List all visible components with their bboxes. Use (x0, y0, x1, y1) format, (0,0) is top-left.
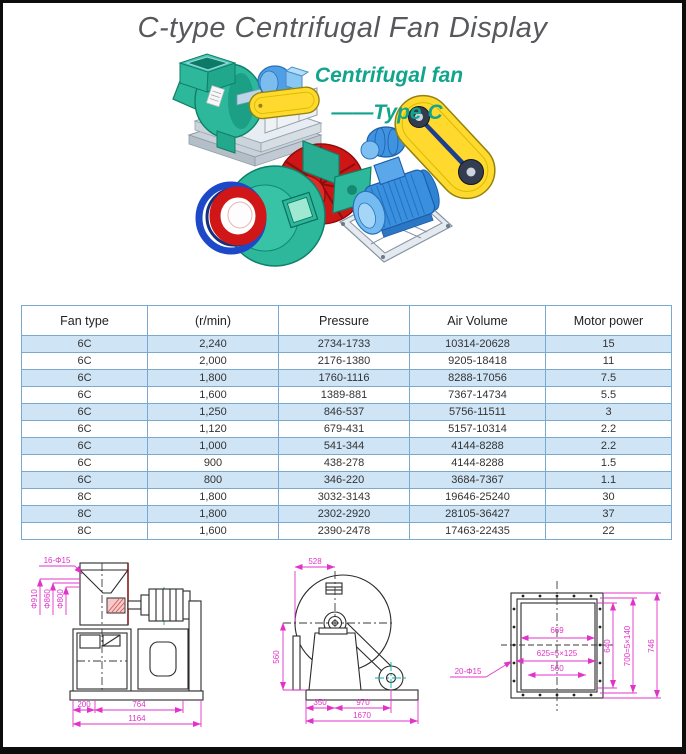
dim-label-764: 764 (132, 700, 146, 709)
table-cell: 5.5 (546, 387, 672, 404)
hatched-part (107, 598, 125, 613)
dim-label-bolts: 20-Φ15 (454, 667, 482, 676)
table-cell: 6C (22, 472, 148, 489)
dim-label-dia-inner: Φ800 (56, 589, 65, 609)
table-cell: 2302-2920 (279, 506, 410, 523)
dim-label-1670: 1670 (353, 711, 371, 720)
table-cell: 6C (22, 387, 148, 404)
table-cell: 5756-11511 (410, 404, 546, 421)
table-cell: 6C (22, 438, 148, 455)
table-cell: 438-278 (279, 455, 410, 472)
dim-label-200: 200 (77, 700, 91, 709)
table-cell: 10314-20628 (410, 336, 546, 353)
table-cell: 37 (546, 506, 672, 523)
table-cell: 679-431 (279, 421, 410, 438)
table-cell: 2176-1380 (279, 353, 410, 370)
table-header-row (22, 306, 672, 336)
dim-label-970: 970 (356, 698, 370, 707)
dim-label-640: 640 (603, 639, 612, 653)
table-cell: 6C (22, 404, 148, 421)
fan-spec-table (21, 305, 672, 540)
middle-drawing-part (283, 571, 418, 700)
dim-label-bolts: 16-Φ15 (43, 556, 71, 565)
table-row (22, 421, 672, 438)
dim-label-560: 560 (550, 664, 564, 673)
left-drawing-part (70, 563, 203, 700)
dim-label-746: 746 (647, 639, 656, 653)
table-row (22, 387, 672, 404)
table-cell: 1389-881 (279, 387, 410, 404)
table-cell: 1.1 (546, 472, 672, 489)
dim-label-350: 350 (313, 698, 327, 707)
table-cell: 1760-1116 (279, 370, 410, 387)
table-row (22, 404, 672, 421)
table-cell: 2,240 (148, 336, 279, 353)
table-row (22, 489, 672, 506)
table-cell: 17463-22435 (410, 523, 546, 540)
table-cell: 346-220 (279, 472, 410, 489)
table-cell: 8C (22, 506, 148, 523)
table-cell: 6C (22, 421, 148, 438)
table-cell: 11 (546, 353, 672, 370)
table-cell: 1,800 (148, 370, 279, 387)
table-cell: 2,000 (148, 353, 279, 370)
dim-label-669: 669 (550, 626, 564, 635)
drawing-flange-view (433, 543, 686, 743)
dim-label-528: 528 (308, 557, 322, 566)
fan-illustration (3, 53, 682, 301)
table-cell: 3684-7367 (410, 472, 546, 489)
table-cell: 900 (148, 455, 279, 472)
table-cell: 1,800 (148, 489, 279, 506)
table-cell: 2.2 (546, 438, 672, 455)
dim-label-700: 700=5×140 (623, 625, 632, 667)
table-cell: 1,000 (148, 438, 279, 455)
table-cell: 2.2 (546, 421, 672, 438)
table-cell: 4144-8288 (410, 438, 546, 455)
table-row (22, 336, 672, 353)
inlet-ring (199, 185, 263, 251)
table-cell: 15 (546, 336, 672, 353)
table-cell: 1,600 (148, 387, 279, 404)
table-cell: 1,600 (148, 523, 279, 540)
table-cell: 541-344 (279, 438, 410, 455)
table-cell: 3032-3143 (279, 489, 410, 506)
illustration-label-line1: Centrifugal fan (314, 64, 464, 87)
table-cell: 7.5 (546, 370, 672, 387)
illustration-label-line2: ——Type C (331, 101, 443, 124)
table-cell: 2390-2478 (279, 523, 410, 540)
table-cell: 1,120 (148, 421, 279, 438)
table-cell: 8C (22, 523, 148, 540)
fan-illustration-svg (3, 53, 682, 301)
table-row (22, 455, 672, 472)
dim-label-625: 625=5×125 (536, 649, 578, 658)
table-cell: 2734-1733 (279, 336, 410, 353)
column-header-air-volume: Air Volume (410, 306, 546, 336)
table-cell: 800 (148, 472, 279, 489)
table-cell: 6C (22, 353, 148, 370)
column-header-fan-type: Fan type (22, 306, 148, 336)
table-cell: 846-537 (279, 404, 410, 421)
table-cell: 6C (22, 370, 148, 387)
table-cell: 4144-8288 (410, 455, 546, 472)
table-cell: 28105-36427 (410, 506, 546, 523)
dimension-drawings (3, 543, 682, 748)
spec-table-wrap (21, 305, 671, 540)
drawing-side-view (13, 543, 253, 743)
table-cell: 7367-14734 (410, 387, 546, 404)
dim-label-1164: 1164 (128, 714, 146, 723)
table-cell: 19646-25240 (410, 489, 546, 506)
table-row (22, 506, 672, 523)
table-cell: 6C (22, 455, 148, 472)
page-title: C-type Centrifugal Fan Display (137, 12, 548, 44)
column-header-rpm: (r/min) (148, 306, 279, 336)
table-row (22, 438, 672, 455)
table-cell: 1.5 (546, 455, 672, 472)
table-row (22, 353, 672, 370)
table-cell: 1,800 (148, 506, 279, 523)
table-row (22, 523, 672, 540)
table-cell: 22 (546, 523, 672, 540)
column-header-motor-power: Motor power (546, 306, 672, 336)
table-cell: 1,250 (148, 404, 279, 421)
dim-label-560: 560 (272, 650, 281, 664)
dim-label-dia-mid: Φ860 (43, 589, 52, 609)
table-cell: 6C (22, 336, 148, 353)
table-cell: 3 (546, 404, 672, 421)
table-cell: 9205-18418 (410, 353, 546, 370)
fan-table-body (22, 336, 672, 540)
table-row (22, 370, 672, 387)
table-row (22, 472, 672, 489)
column-header-pressure: Pressure (279, 306, 410, 336)
right-drawing-part (501, 581, 613, 711)
table-cell: 8288-17056 (410, 370, 546, 387)
table-cell: 8C (22, 489, 148, 506)
table-cell: 30 (546, 489, 672, 506)
dim-label-dia-outer: Φ910 (30, 589, 39, 609)
table-cell: 5157-10314 (410, 421, 546, 438)
